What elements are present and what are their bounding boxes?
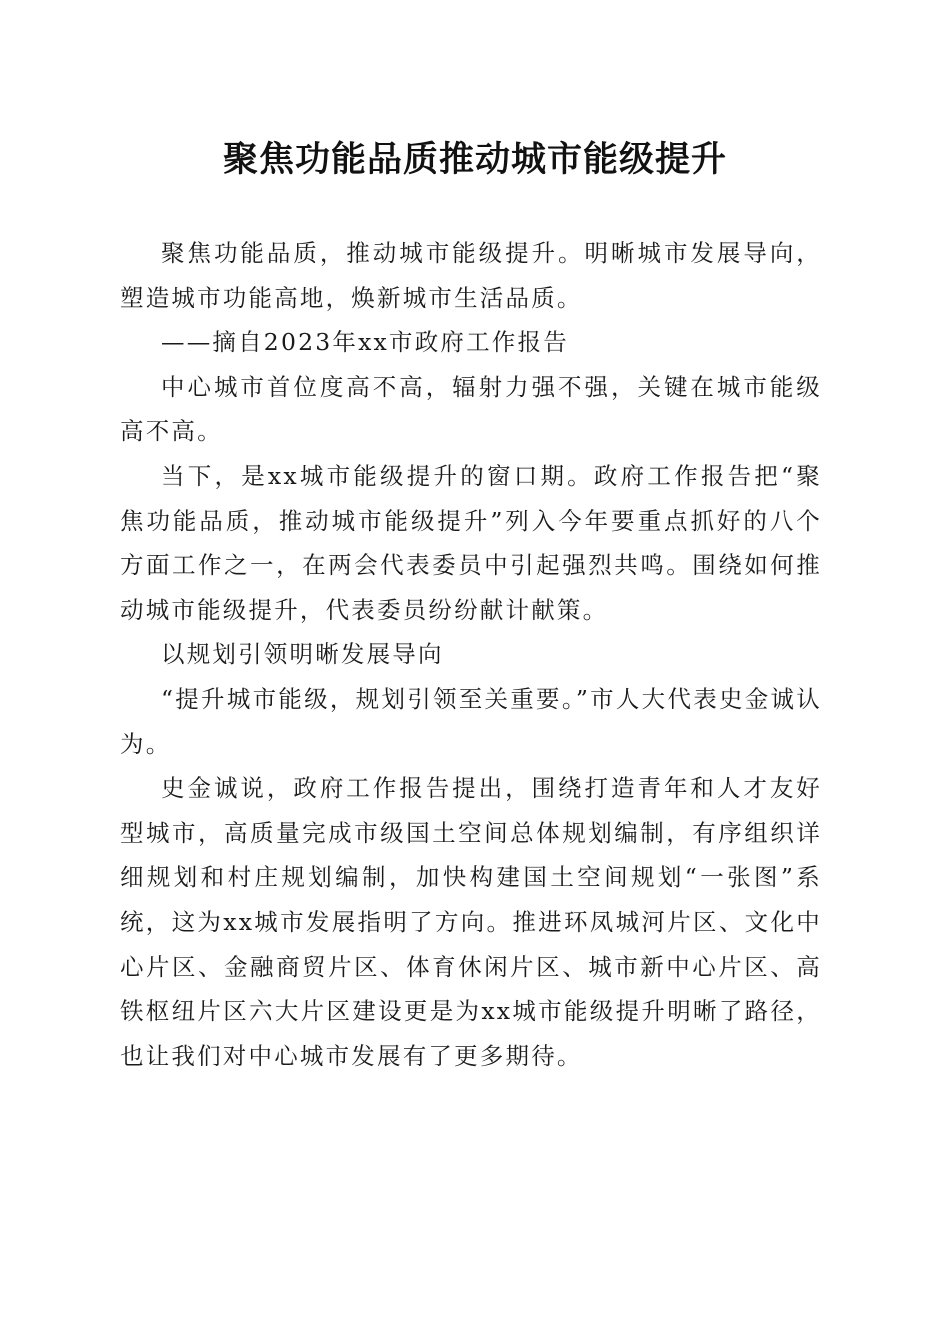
paragraph-window-period: 当下，是xx城市能级提升的窗口期。政府工作报告把“聚焦功能品质，推动城市能级提升”列入今年要重点抓好的八个方面工作之一，在两会代表委员中引起强烈共鸣。围绕如何推动城市能级提升，代表委员纷纷献计献策。 xyxy=(120,461,822,624)
paragraph-intro: 聚焦功能品质，推动城市能级提升。明晰城市发展导向，塑造城市功能高地，焕新城市生活品质。 xyxy=(120,239,822,312)
paragraph-source: ——摘自2023年xx市政府工作报告 xyxy=(161,328,569,357)
document-title: 聚焦功能品质推动城市能级提升 xyxy=(222,139,727,180)
section-heading: 以规划引领明晰发展导向 xyxy=(161,640,444,669)
paragraph-planning: 史金诚说，政府工作报告提出，围绕打造青年和人才友好型城市，高质量完成市级国土空间总体规划编制，有序组织详细规划和村庄规划编制，加快构建国土空间规划“一张图”系统，这为xx城市发展指明了方向。推进环凤城河片区、文化中心片区、金融商贸片区、体育休闲片区、城市新中心片区、高铁枢纽片区六大片区建设更是为xx城市能级提升明晰了路径，也让我们对中心城市发展有了更多期待。 xyxy=(120,774,822,1070)
document-body xyxy=(120,231,822,1078)
paragraph-question: 中心城市首位度高不高，辐射力强不强，关键在城市能级高不高。 xyxy=(120,372,822,446)
paragraph-quote: “提升城市能级，规划引领至关重要。”市人大代表史金诚认为。 xyxy=(120,684,822,758)
